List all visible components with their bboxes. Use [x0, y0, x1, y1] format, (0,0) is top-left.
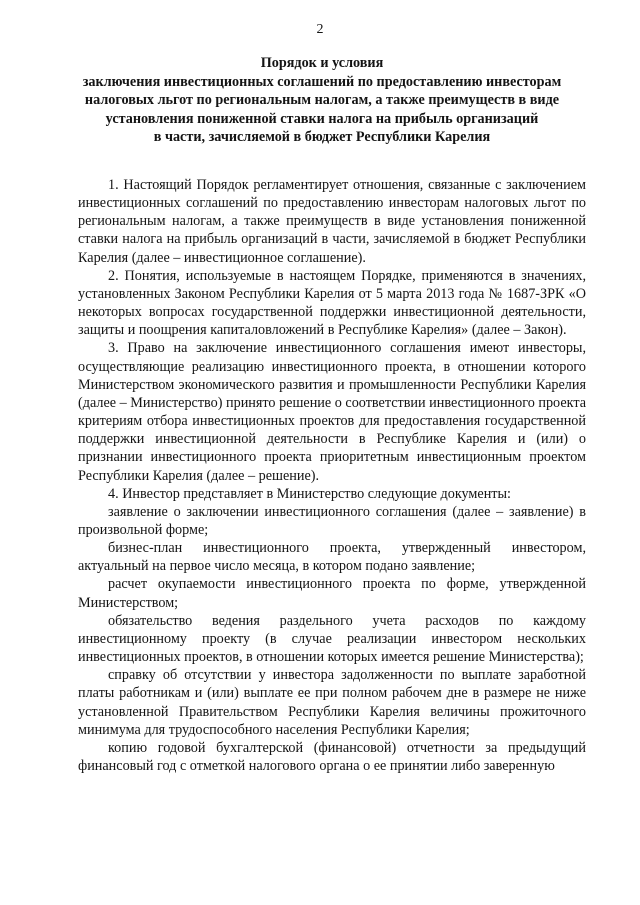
paragraph: расчет окупаемости инвестиционного проекта по форме, утвержденной Министерством; — [78, 576, 586, 611]
title-line: в части, зачисляемой в бюджет Республики Карелия — [153, 129, 491, 146]
paragraph: 1. Настоящий Порядок регламентирует отношения, связанные с заключением инвестиционных соглашений по предоставлению инвесторам налоговых льгот по региональным налогам, а также преимуществ в виде установления пониженной ставки налога на прибыль организаций в части, зачисляемой в бюджет Республики Карелия (далее – инвестиционное соглашение). — [78, 177, 586, 266]
paragraph: бизнес-план инвестиционного проекта, утвержденный инвестором, актуальный на первое число месяца, в котором подано заявление; — [78, 540, 586, 575]
paragraph: обязательство ведения раздельного учета расходов по каждому инвестиционному проекту (в случае реализации инвестором нескольких инвестиционных проектов, в отношении которых имеется решение Министерства); — [78, 612, 586, 666]
paragraph: справку об отсутствии у инвестора задолженности по выплате заработной платы работникам и (или) выплате ее при полном рабочем дне в размере не ниже установленной Правительством Республики Карелия величины прожиточного минимума для трудоспособного населения Республики Карелия; — [78, 667, 586, 738]
paragraph: 4. Инвестор представляет в Министерство следующие документы: — [108, 485, 511, 502]
title-line: установления пониженной ставки налога на прибыль организаций — [105, 110, 539, 127]
paragraph: 3. Право на заключение инвестиционного соглашения имеют инвесторы, осуществляющие реализацию инвестиционного проекта, в отношении которого Министерством экономического развития и промышленности Республики Карелия (далее – Министерство) принято решение о соответствии инвестиционного проекта критериям отбора инвестиционных проектов для предоставления государственной поддержки инвестиционной деятельности в Республике Карелия и (или) о признании инвестиционного проекта приоритетным инвестиционным проектом Республики Карелия (далее – решение). — [78, 340, 586, 484]
paragraph: копию годовой бухгалтерской (финансовой) отчетности за предыдущий финансовый год с отметкой налогового органа о ее принятии либо заверенную — [78, 739, 586, 774]
paragraph: заявление о заключении инвестиционного соглашения (далее – заявление) в произвольной форме; — [78, 503, 586, 538]
paragraph: 2. Понятия, используемые в настоящем Порядке, применяются в значениях, установленных Законом Республики Карелия от 5 марта 2013 года № 1687-ЗРК «О некоторых вопросах государственной поддержки инвестиционной деятельности, защиты и поощрения капиталовложений в Республике Карелия» (далее – Закон). — [78, 267, 586, 339]
title-line: Порядок и условия — [260, 55, 384, 71]
document-title — [58, 54, 586, 147]
title-line: заключения инвестиционных соглашений по предоставлению инвесторам — [82, 73, 562, 90]
document-body — [78, 176, 586, 775]
page-number: 2 — [316, 22, 324, 37]
title-line: налоговых льгот по региональным налогам, а также преимуществ в виде — [84, 92, 560, 109]
